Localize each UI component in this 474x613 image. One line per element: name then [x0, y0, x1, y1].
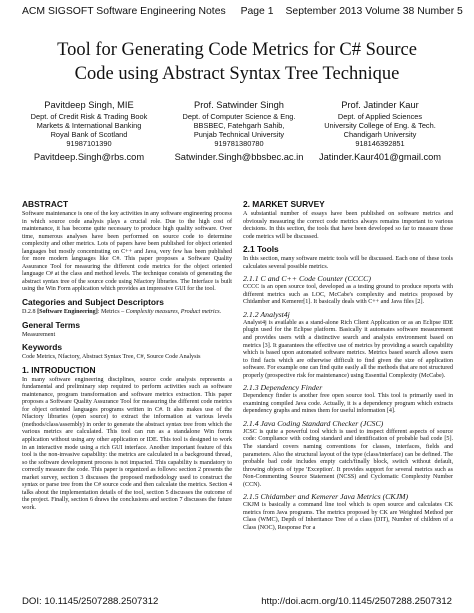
tools-heading: 2.1 Tools: [243, 244, 279, 255]
categories-heading: Categories and Subject Descriptors: [22, 297, 164, 308]
author-phone: 918146392851: [355, 139, 405, 148]
author-affiliation-line: Royal Bank of Scotland: [50, 130, 128, 139]
category-rest: : Metrics –: [97, 309, 126, 316]
publication-name: ACM SIGSOFT Software Engineering Notes: [22, 6, 226, 17]
abstract-heading: ABSTRACT: [22, 199, 69, 209]
author-name: Prof. Jatinder Kaur: [341, 100, 419, 110]
introduction-heading: 1. INTRODUCTION: [22, 364, 96, 375]
author-3: [305, 100, 455, 162]
author-affiliation-line: BBSBEC, Fatehgarh Sahib,: [193, 121, 285, 130]
issue-info: September 2013 Volume 38 Number 5: [285, 6, 463, 17]
tools-text: In this section, many software metric tools will be discussed. Each one of these tools calculates several possible metrics.: [243, 256, 453, 270]
author-affiliation-line: Punjab Technical University: [193, 130, 285, 139]
author-email: Pavitdeep.Singh@rbs.com: [33, 152, 145, 162]
introduction-text: In many software engineering disciplines, source code analysis represents a fundamental and preliminary step required to perform activities such as software maintenance, program transformation and software metrics extraction. This paper proposes a Software Quality Assurance Tool for measuring the different code metrics for object oriented languages programs written in C#. It also makes use of the Nfactory libraries (open source) to extract the information at various levels (methods/class/assembly) in order to generate the abstract syntax tree from which the various metrics are calculated. This tool can run as a standalone Win forms application without using any other application or IDE. This tool is designed to work in an interactive mode using a rich GUI interface. Another important feature of this tool is the non-invasive capability: the metrics are calculated in a background thread, so the software development process is not impacted. This capability is mandatory to correctly measure the code. This paper is organized as follows: section 2 presents the market survey, section 3 discusses the proposed methodology used to construct the syntax or parse tree from the C# source code and then calculate the metrics. Section 4 talks about the implementation details of the tool, section 5 discusses the outcome of the project. Finally, section 6 draws the conclusions and section 7 discusses the future work.: [22, 376, 232, 511]
subsection-text-dependency-finder: Dependency finder is another free open source tool. This tool is primarily used in examining compiled Java code. Actually, it is a dependency program which extracts dependency graphs and mines them for useful information [4].: [243, 393, 453, 415]
author-name: Prof. Satwinder Singh: [194, 100, 284, 110]
page-number: Page 1: [240, 6, 274, 17]
author-phone: 91987101390: [66, 139, 112, 148]
author-affiliation-line: Markets & International Banking: [36, 121, 142, 130]
subsection-heading-jcsc: 2.1.4 Java Coding Standard Checker (JCSC): [243, 418, 384, 428]
author-email: Jatinder.Kaur401@gmail.com: [318, 152, 442, 162]
paper-title: [22, 38, 452, 86]
doi-text: DOI: 10.1145/2507288.2507312: [22, 596, 159, 607]
author-1: [14, 100, 164, 162]
author-email: Satwinder.Singh@bbsbec.ac.in: [174, 152, 304, 162]
doi-link[interactable]: http://doi.acm.org/10.1145/2507288.2507312: [261, 596, 452, 607]
author-name: Pavitdeep Singh, MIE: [44, 100, 134, 110]
left-column: [22, 196, 232, 515]
right-column: [243, 196, 453, 535]
author-affiliation-line: Dept. of Applied Sciences: [337, 112, 423, 121]
subsection-text-ckjm: CKJM is basically a command line tool which is open source and calculates CK metrics from Java programs. The metrics proposed by CK are Weighted Method per Class (WMC), Depth of Inheritance Tree of a class (DIT), Number of children of a Class (NOC), Response For a: [243, 502, 453, 531]
author-affiliation-line: Dept. of Credit Risk & Trading Book: [30, 112, 148, 121]
author-affiliation-line: Chandigarh University: [343, 130, 417, 139]
general-terms-heading: General Terms: [22, 319, 81, 330]
keywords-heading: Keywords: [22, 342, 63, 353]
category-italic: Complexity measures, Product metrics.: [125, 309, 222, 316]
keywords-text: Code Metrics, Nfactory, Abstract Syntax Tree, C#, Source Code Analysis: [22, 354, 201, 361]
subsection-heading-ckjm: 2.1.5 Chidamber and Kemerer Java Metrics (CKJM): [243, 492, 409, 502]
author-block: [22, 100, 452, 190]
categories-text: [22, 309, 232, 317]
running-header: [22, 6, 463, 22]
market-survey-heading: 2. MARKET SURVEY: [243, 199, 325, 209]
category-code: D.2.8: [22, 309, 36, 316]
abstract-text: Software maintenance is one of the key activities in any software engineering process in which source code analysis plays a crucial role. Due to the high cost of maintenance, it has become quite necessary to produce high quality software. Over time, numerous analyses have been performed on source code to determine complexity and other metrics. Lots of papers have been published for object oriented languages but mostly concentrating on C++ and Java, very few has been published for more modern languages like C#. This paper proposes a Software Quality Assurance Tool for measuring the different code metrics for the object oriented language C# at the class and method levels. The technique consists of generating the abstract syntax tree of the source code using Nfactory libraries. The Interface is built using the Win Form application which provides an impressive GUI for the tool.: [22, 211, 232, 293]
category-bold: [Software Engineering]: [37, 309, 98, 316]
market-survey-text: A substantial number of essays have been published on software metrics and obviously measuring the correct code metrics always remains important to various decisions. In this section, the tools that have been developed so far to measure those code metrics will be discussed.: [243, 211, 453, 240]
subsection-text-analyst4j: Analyst4j is available as a stand-alone Rich Client Application or as an Eclipse IDE plugin used for the Eclipse platform. Basically it automates software measurement and provides users with a distinctive search and analysis environment based on metrics [3]. It guarantees the effective use of metrics by providing a search capability which is based upon automated software metrics. Metrics based search allows users to find facts which are otherwise difficult to find given the size of application software. For example one can find quite easily all the methods that are not structured properly (prospective risk for maintenance) using Essential Complexity (McCabe).: [243, 319, 453, 379]
subsection-heading-analyst4j: 2.1.2 Analyst4j: [243, 309, 290, 319]
page-footer: [22, 596, 452, 610]
author-affiliation-line: Dept. of Computer Science & Eng.: [182, 112, 296, 121]
author-affiliation-line: University College of Eng. & Tech.: [324, 121, 436, 130]
subsection-heading-dependency-finder: 2.1.3 Dependency Finder: [243, 383, 323, 393]
subsection-text-jcsc: JCSC is quite a powerful tool which is used to inspect different aspects of source code: Compliance with coding standard and identification of probable bad code [5]. The standard covers naming conventions for classes, interfaces, fields and parameters. Also the structural layout of the type (class/interface) can be defined. The probable bad code includes empty catch/finally block, switch without default, throwing objects of type 'Exception'. It provides support for several metrics such as Non-Commenting Source Statement (NCSS) and Cyclomatic Complexity Number (CCN).: [243, 428, 453, 488]
general-terms-text: Measurement: [22, 331, 56, 338]
title-line-1: Tool for Generating Code Metrics for C# Source: [57, 40, 417, 60]
author-2: [164, 100, 314, 162]
author-phone: 919781380780: [214, 139, 264, 148]
header-left: [22, 6, 286, 22]
title-line-2: Code using Abstract Syntax Tree Technique: [74, 64, 400, 84]
subsection-heading-cccc: 2.1.1 C and C++ Code Counter (CCCC): [243, 274, 371, 284]
subsection-text-cccc: CCCC is an open source tool, developed as a testing ground to produce reports with different metrics such as LOC, McCabe's complexity and metrics proposed by Chidamber and Kemerer[1]. It basically deals with C++ and Java files [2].: [243, 284, 453, 306]
